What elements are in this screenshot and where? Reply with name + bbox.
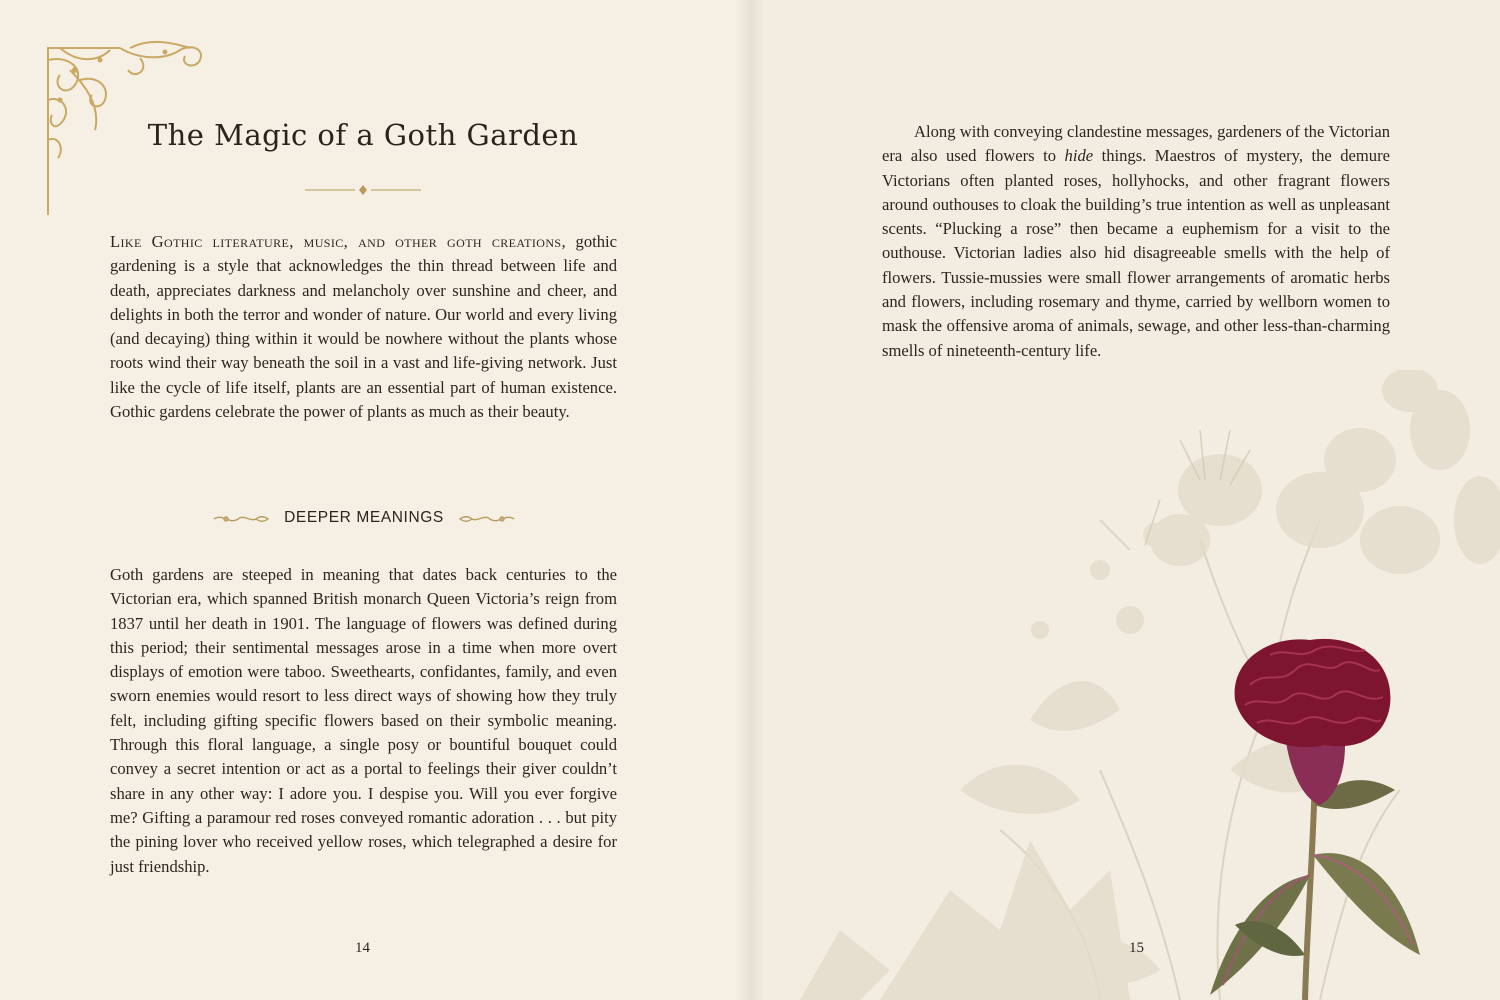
emphasis-word: hide	[1064, 146, 1094, 166]
page-number-right: 15	[1129, 940, 1144, 956]
scroll-ornament-icon	[458, 512, 516, 526]
paragraph-part-2: things. Maestros of mystery, the demure Victorians often planted roses, hollyhocks, and other fragrant flowers around outhouses to cloak the building’s true intention as well as unpleasant scents. “Plucking a rose” then became a euphemism for a visit to the outhouse. Victorian ladies also hid disagreeable smells with the help of flowers. Tussie-mussies were small flower arrangements of aromatic herbs and flowers, including rosemary and thyme, carried by wellborn women to mask the offensive aroma of animals, sewage, and other less-than-charming smells of nineteenth-century life.	[882, 146, 1390, 360]
section-subheading	[212, 508, 516, 530]
intro-paragraph	[110, 230, 617, 424]
celosia-flower-illustration	[1195, 625, 1425, 1000]
title-rule-ornament-icon	[305, 184, 421, 196]
intro-lead-in: Like Gothic literature, music, and other goth creations,	[110, 232, 567, 251]
paragraph-part-1: Along with conveying clandestine messages, gardeners of the Victorian era also used flowers to	[882, 122, 1390, 166]
subheading-text: DEEPER MEANINGS	[284, 509, 444, 526]
intro-body: gothic gardening is a style that acknowledges the thin thread between life and death, appreciates darkness and melancholy over sunshine and cheer, and delights in both the terror and wonder of nature. Our world and every living (and decaying) thing within it would be nowhere without the plants whose roots wind their way beneath the soil in a vast and life-giving network. Just like the cycle of life itself, plants are an essential part of human existence. Gothic gardens celebrate the power of plants as much as their beauty.	[110, 232, 617, 422]
page-number-left: 14	[355, 940, 370, 956]
book-gutter	[735, 0, 765, 1000]
deeper-meanings-paragraph: Goth gardens are steeped in meaning that dates back centuries to the Victorian era, which spanned British monarch Queen Victoria’s reign from 1837 until her death in 1901. The language of flowers was defined during this period; their sentimental messages arose in a time when more overt displays of emotion were taboo. Sweethearts, confidantes, family, and even sworn enemies would resort to less direct ways of showing how they truly felt, including gifting specific flowers based on their symbolic meaning. Through this floral language, a single posy or bountiful bouquet could convey a secret intention or act as a portal to feelings their giver couldn’t share in any other way: I adore you. I despise you. Will you ever forgive me? Gifting a paramour red roses conveyed romantic adoration . . . but pity the pining lover who received yellow roses, which telegraphed a desire for just friendship.	[110, 565, 617, 876]
right-page-paragraph	[882, 120, 1390, 363]
page-title: The Magic of a Goth Garden	[147, 118, 579, 152]
